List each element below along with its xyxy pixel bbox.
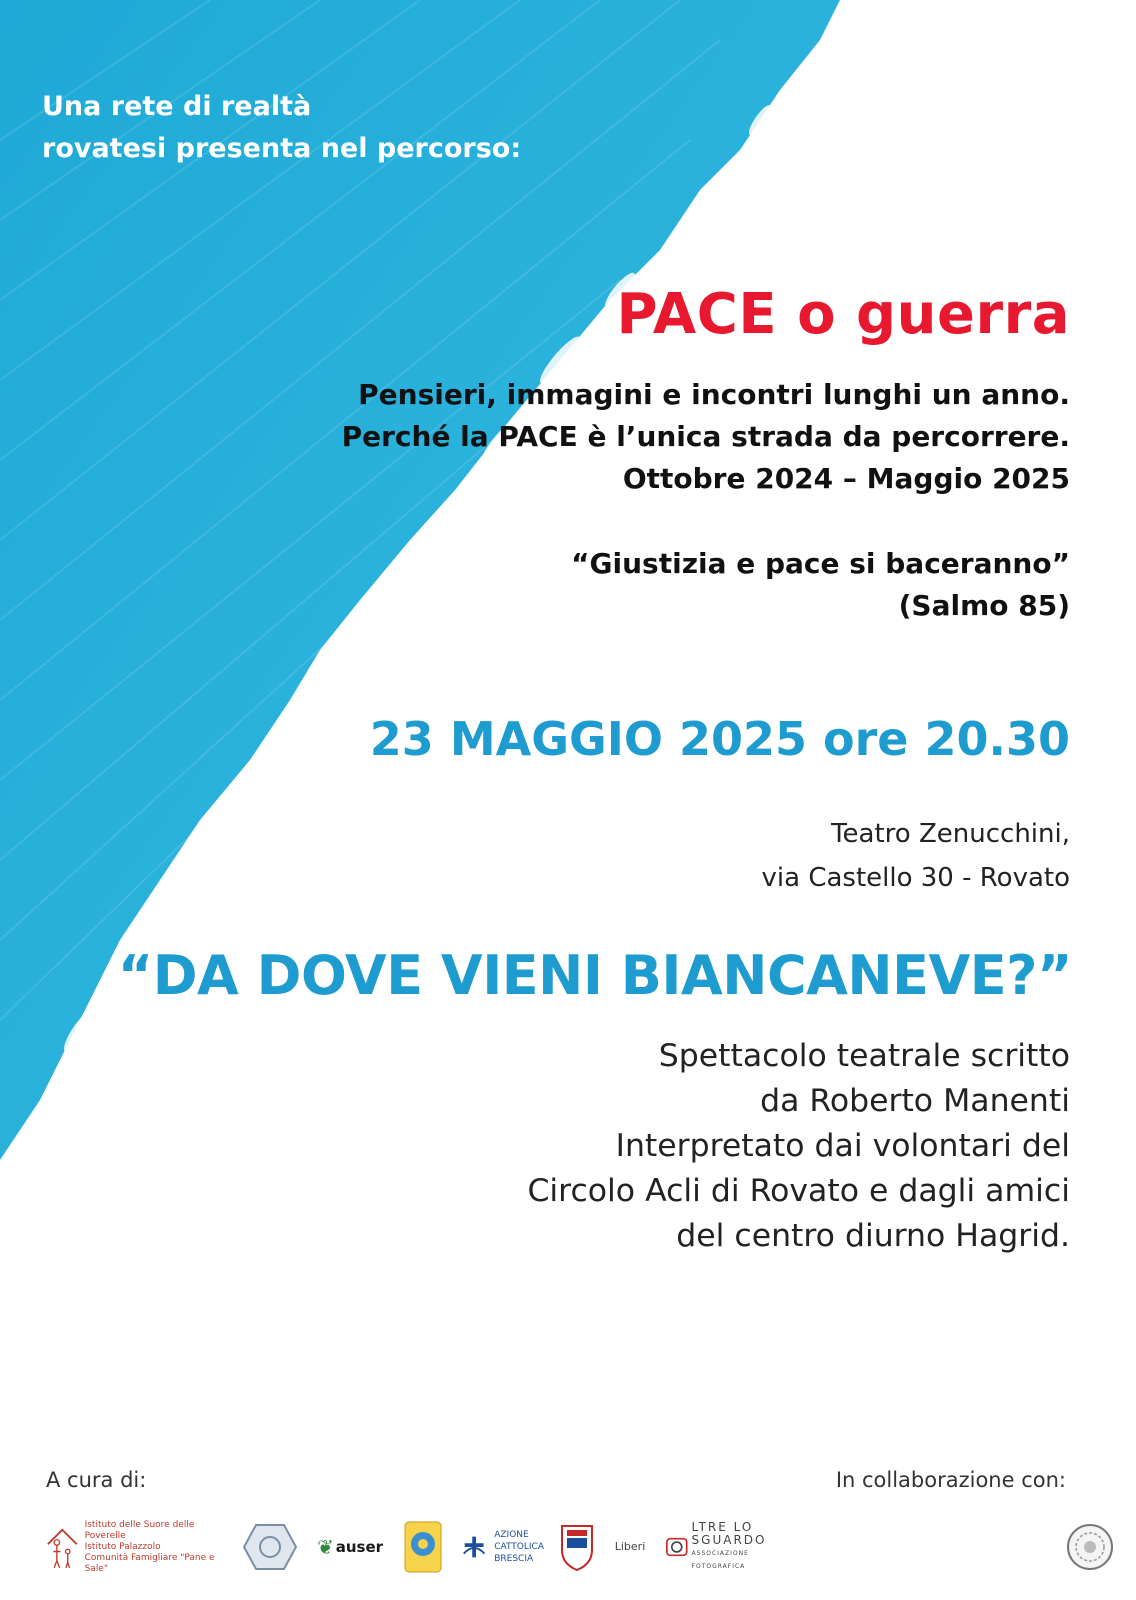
house-family-icon bbox=[46, 1522, 79, 1572]
subtitle-line-2: Perché la PACE è l’unica strada da percorrere. bbox=[341, 420, 1070, 453]
quote-text: “Giustizia e pace si baceranno” bbox=[571, 547, 1070, 580]
venue-line-1: Teatro Zenucchini, bbox=[831, 819, 1070, 849]
oltre-lo-sguardo-logo bbox=[666, 1518, 786, 1576]
description-block bbox=[527, 1034, 1070, 1259]
leaf-icon: ❦ bbox=[316, 1535, 334, 1559]
auser-logo bbox=[312, 1518, 388, 1576]
ac-line-3: BRESCIA bbox=[494, 1554, 534, 1564]
venue-line-2: via Castello 30 - Rovato bbox=[761, 863, 1070, 893]
liberi-logo bbox=[606, 1518, 654, 1576]
event-date: 23 MAGGIO 2025 ore 20.30 bbox=[369, 712, 1070, 766]
hexagon-icon bbox=[242, 1523, 298, 1571]
subtitle-block bbox=[342, 374, 1070, 500]
description-line-5: del centro diurno Hagrid. bbox=[676, 1218, 1070, 1254]
intro-text bbox=[42, 86, 521, 170]
ac-line-1: AZIONE bbox=[494, 1530, 529, 1540]
auser-label: auser bbox=[335, 1538, 384, 1556]
description-line-4: Circolo Acli di Rovato e dagli amici bbox=[527, 1173, 1070, 1209]
ac-line-2: CATTOLICA bbox=[494, 1542, 544, 1552]
subtitle-line-1: Pensieri, immagini e incontri lunghi un anno. bbox=[358, 378, 1070, 411]
seal-icon bbox=[1065, 1522, 1115, 1572]
page-title: PACE o guerra bbox=[616, 282, 1070, 347]
description-line-2: da Roberto Manenti bbox=[760, 1083, 1070, 1119]
collaboration-label: In collaborazione con: bbox=[835, 1468, 1066, 1492]
ipp-line-3: Comunità Famigliare "Pane e Sale" bbox=[84, 1552, 215, 1574]
quote-block bbox=[571, 543, 1070, 627]
ipp-line-2: Istituto Palazzolo bbox=[84, 1541, 161, 1552]
cross-icon bbox=[460, 1532, 488, 1562]
show-title: “DA DOVE VIENI BIANCANEVE?” bbox=[117, 944, 1072, 1007]
quote-source: (Salmo 85) bbox=[898, 589, 1070, 622]
camera-lens-icon bbox=[666, 1534, 688, 1560]
oltre-line-3: ASSOCIAZIONE FOTOGRAFICA bbox=[691, 1550, 749, 1570]
subtitle-line-3: Ottobre 2024 – Maggio 2025 bbox=[622, 462, 1070, 495]
intro-line-2: rovatesi presenta nel percorso: bbox=[42, 133, 522, 164]
liberi-label: Liberi bbox=[614, 1540, 646, 1553]
azione-cattolica-logo bbox=[460, 1518, 544, 1576]
acli-logo bbox=[556, 1518, 598, 1576]
description-line-3: Interpretato dai volontari del bbox=[615, 1128, 1070, 1164]
badge-logo bbox=[402, 1518, 444, 1576]
hexagon-logo bbox=[240, 1518, 300, 1576]
venue-block bbox=[762, 812, 1070, 900]
seal-logo bbox=[1064, 1518, 1116, 1576]
ipp-logo bbox=[46, 1518, 226, 1576]
oltre-line-1: LTRE LO bbox=[691, 1520, 754, 1534]
badge-icon bbox=[403, 1520, 443, 1574]
ipp-line-1: Istituto delle Suore delle Poverelle bbox=[84, 1519, 195, 1541]
intro-line-1: Una rete di realtà bbox=[42, 91, 312, 122]
description-line-1: Spettacolo teatrale scritto bbox=[658, 1038, 1070, 1074]
curated-by-label: A cura di: bbox=[46, 1468, 147, 1492]
acli-shield-icon bbox=[558, 1522, 596, 1572]
oltre-line-2: SGUARDO bbox=[691, 1533, 767, 1547]
